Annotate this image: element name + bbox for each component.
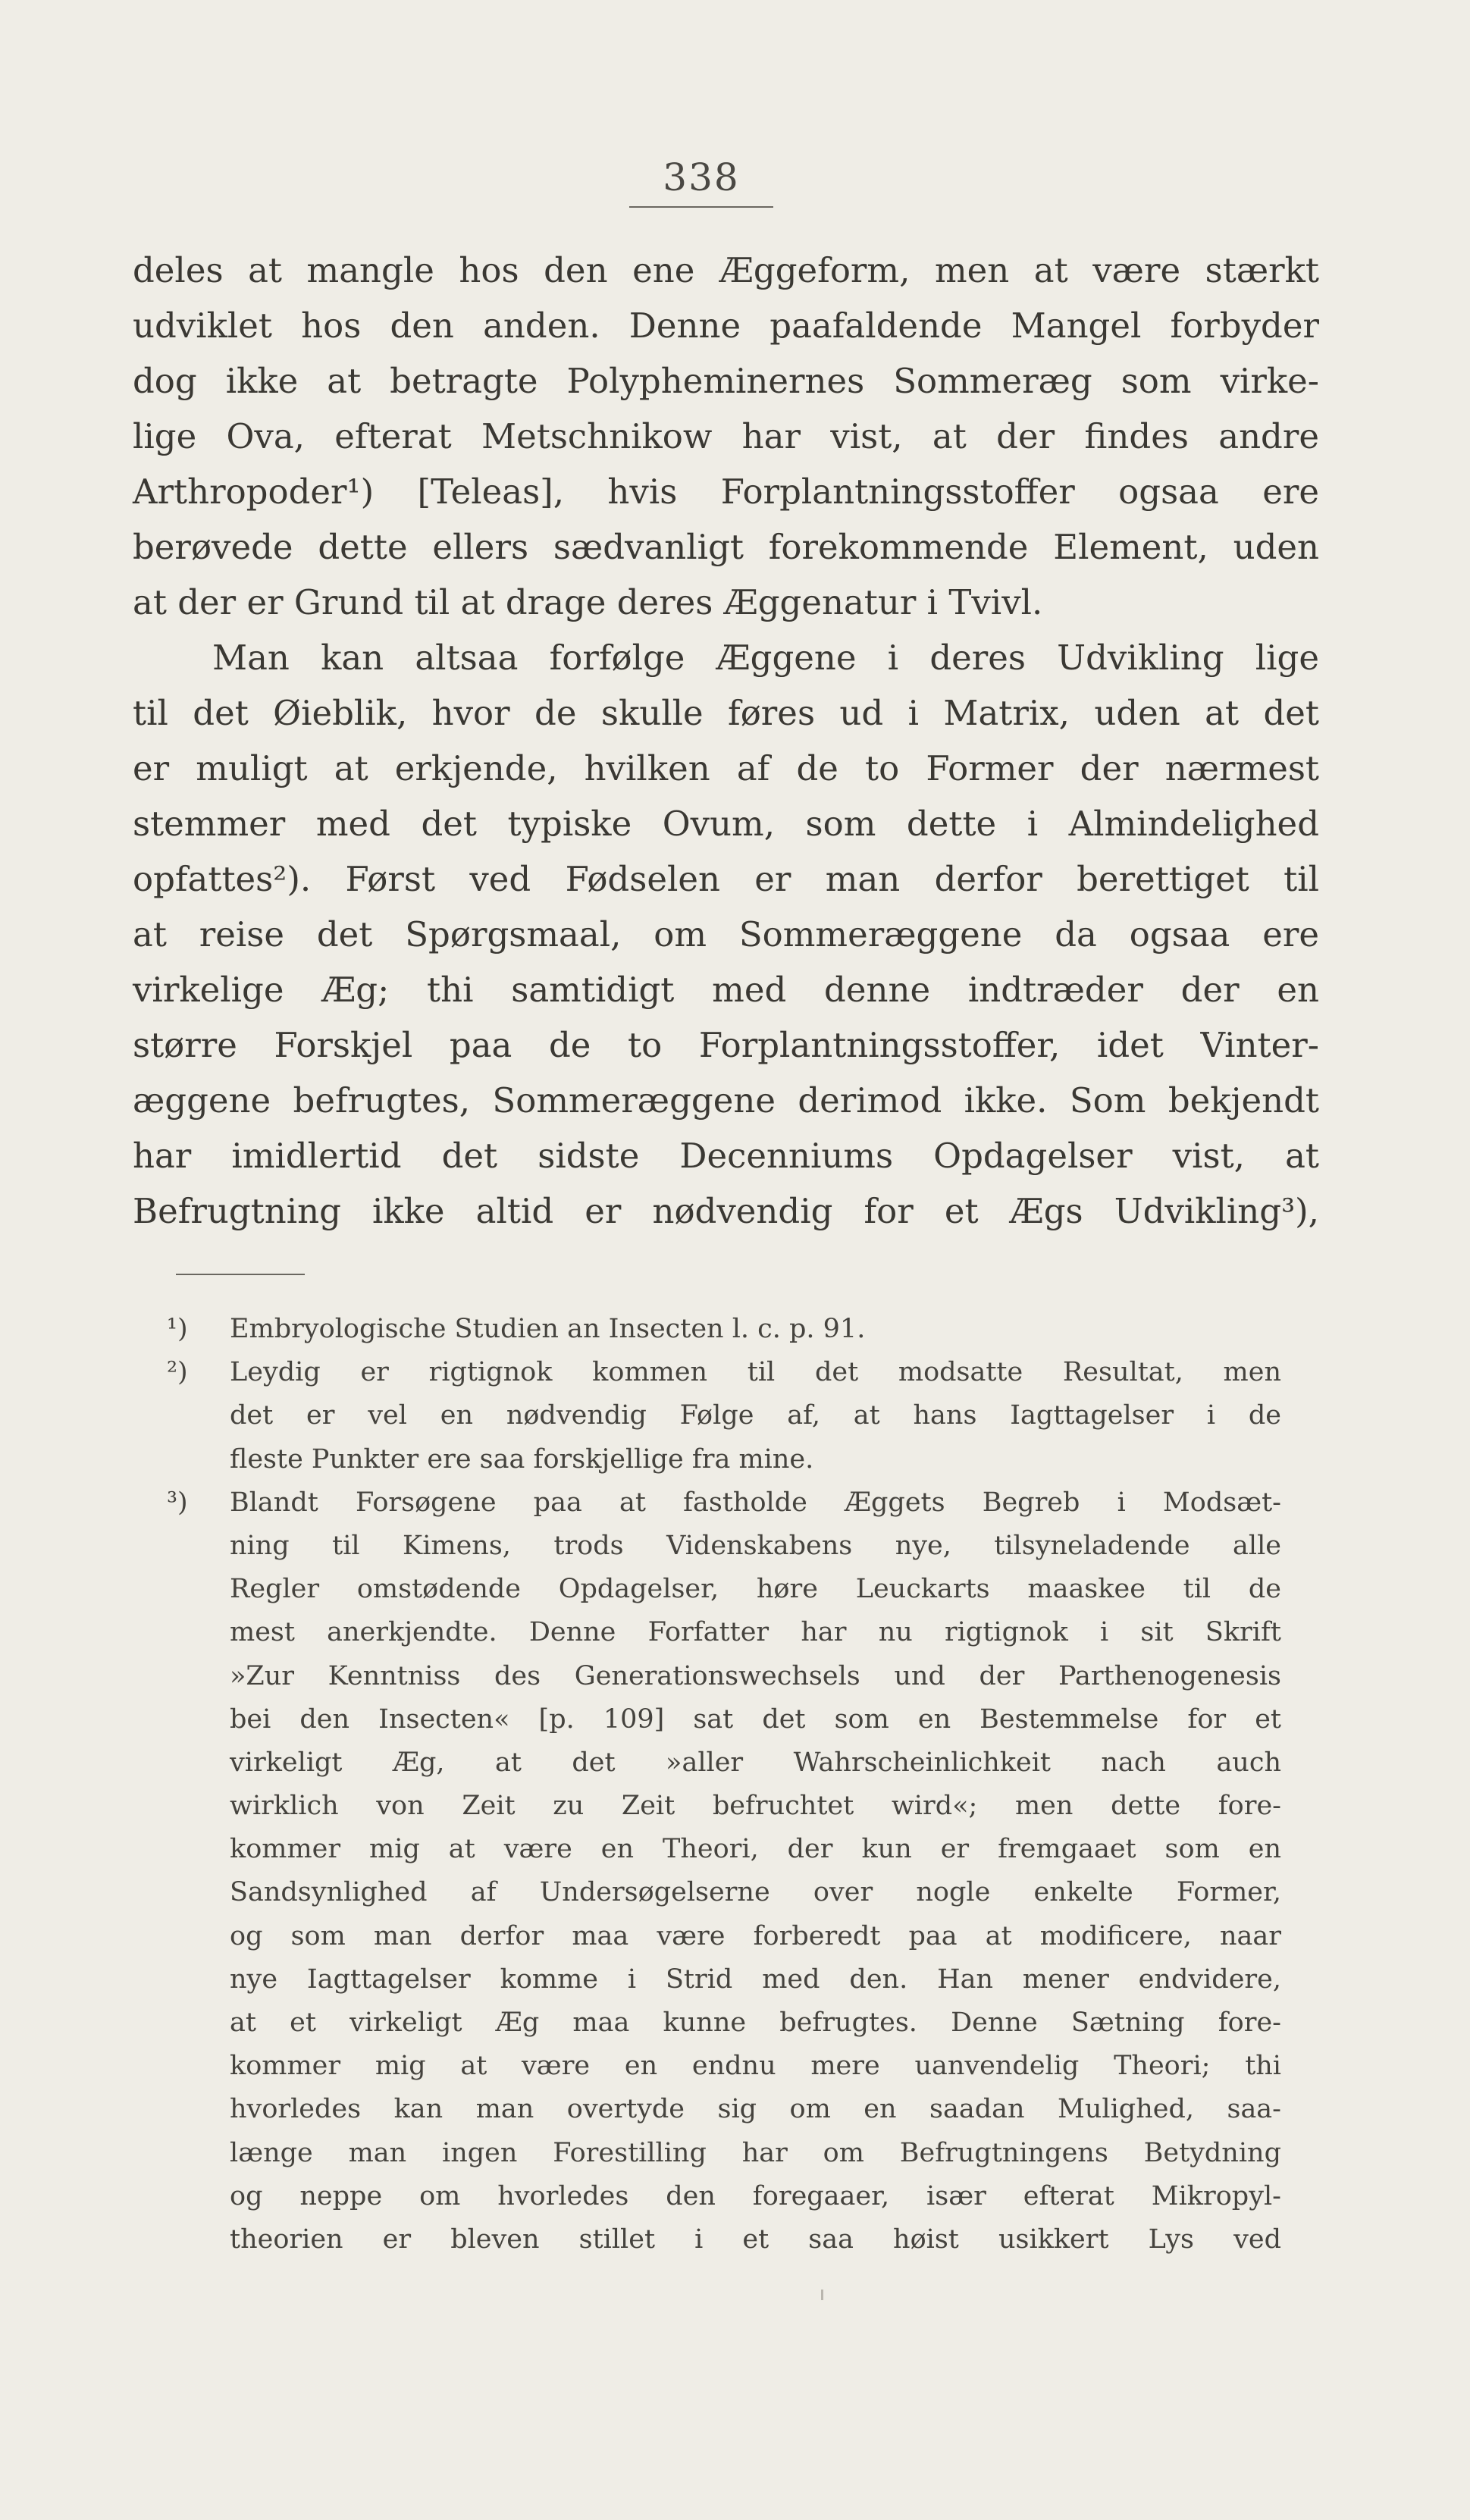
body-line: Man kan altsaa forfølge Æggene i deres Udvikling lige <box>212 638 1319 678</box>
footnote-line <box>167 2088 1281 2131</box>
footnote-separator <box>176 1274 305 1275</box>
body-line: er muligt at erkjende, hvilken af de to Former der nærmest <box>133 748 1319 788</box>
body-text <box>133 243 1319 1239</box>
footnote-text: kommer mig at være en endnu mere uanvendelig Theori; thi <box>230 2051 1281 2082</box>
footnote-line <box>167 2218 1281 2261</box>
footnote-line <box>167 1481 1281 1525</box>
footnote-text: theorien er bleven stillet i et saa høist usikkert Lys ved <box>230 2224 1281 2255</box>
footnote-text: nye Iagttagelser komme i Strid med den. Han mener endvidere, <box>230 1964 1281 1995</box>
body-line: dog ikke at betragte Polypheminernes Sommeræg som virke- <box>133 361 1319 401</box>
footnote-line <box>167 1394 1281 1437</box>
body-line: til det Øieblik, hvor de skulle føres ud i Matrix, uden at det <box>133 693 1319 733</box>
footnote-line <box>167 1698 1281 1741</box>
body-line: berøvede dette ellers sædvanligt forekommende Element, uden <box>133 527 1319 567</box>
body-line: at der er Grund til at drage deres Æggenatur i Tvivl. <box>133 582 1043 622</box>
footnote-line <box>167 1958 1281 2001</box>
body-line: Arthropoder¹) [Teleas], hvis Forplantningsstoffer ogsaa ere <box>133 472 1319 512</box>
footnote-line <box>167 2045 1281 2088</box>
footnote-text: ning til Kimens, trods Videnskabens nye, tilsyneladende alle <box>230 1530 1281 1561</box>
footnote-text: fleste Punkter ere saa forskjellige fra mine. <box>230 1443 814 1475</box>
footnote-line <box>167 1741 1281 1785</box>
footnote-line <box>167 1828 1281 1871</box>
footnote-line <box>167 1308 1281 1351</box>
footnote-text: længe man ingen Forestilling har om Befrugtningens Betydning <box>230 2137 1281 2168</box>
footnote-line <box>167 1351 1281 1394</box>
footnote-line <box>167 1525 1281 1568</box>
footnote-text: Sandsynlighed af Undersøgelserne over nogle enkelte Former, <box>230 1877 1281 1908</box>
body-line: Befrugtning ikke altid er nødvendig for et Ægs Udvikling³), <box>133 1191 1319 1231</box>
footnote-text: kommer mig at være en Theori, der kun er fremgaaet som en <box>230 1834 1281 1865</box>
footnote-text: hvorledes kan man overtyde sig om en saadan Mulighed, saa- <box>230 2094 1281 2125</box>
footnote-text: at et virkeligt Æg maa kunne befrugtes. Denne Sætning fore- <box>230 2008 1281 2038</box>
footnote-line <box>167 1785 1281 1828</box>
footnote-text: mest anerkjendte. Denne Forfatter har nu rigtignok i sit Skrift <box>230 1617 1281 1648</box>
footnote-line <box>167 2175 1281 2218</box>
body-line: opfattes²). Først ved Fødselen er man derfor berettiget til <box>133 859 1319 899</box>
page-number-rule <box>629 206 773 208</box>
page-number: 338 <box>663 155 740 199</box>
footnote-text: bei den Insecten« [p. 109] sat det som en Bestemmelse for et <box>230 1704 1281 1735</box>
footnote-text: Regler omstødende Opdagelser, høre Leuckarts maaskee til de <box>230 1574 1281 1605</box>
footnote-marker: ²) <box>167 1357 188 1388</box>
footnote-line <box>167 1438 1281 1481</box>
footnote-text: og som man derfor maa være forberedt paa at modificere, naar <box>230 1920 1281 1951</box>
footnote-text: virkeligt Æg, at det »aller Wahrscheinlichkeit nach auch <box>230 1747 1281 1778</box>
footnote-text: Embryologische Studien an Insecten l. c. p. 91. <box>230 1314 866 1344</box>
footnote-line <box>167 1611 1281 1654</box>
body-line: æggene befrugtes, Sommeræggene derimod ikke. Som bekjendt <box>133 1080 1319 1121</box>
footnote-text: »Zur Kenntniss des Generationswechsels und der Parthenogenesis <box>230 1660 1281 1691</box>
footnote-text: og neppe om hvorledes den foregaaer, især efterat Mikropyl- <box>230 2180 1281 2211</box>
body-line: virkelige Æg; thi samtidigt med denne indtræder der en <box>133 970 1319 1010</box>
footnote-line <box>167 1915 1281 1958</box>
footnote-line <box>167 2001 1281 2045</box>
footnote-line <box>167 1568 1281 1611</box>
footnote-marker: ¹) <box>167 1314 188 1344</box>
body-line: deles at mangle hos den ene Æggeform, men at være stærkt <box>133 250 1319 290</box>
body-line: stemmer med det typiske Ovum, som dette i Almindelighed <box>133 804 1319 844</box>
print-speck <box>821 2290 823 2300</box>
footnote-text: wirklich von Zeit zu Zeit befruchtet wird«; men dette fore- <box>230 1791 1281 1822</box>
footnote-text: Blandt Forsøgene paa at fastholde Æggets Begreb i Modsæt- <box>230 1487 1281 1518</box>
footnote-text: det er vel en nødvendig Følge af, at hans Iagttagelser i de <box>230 1400 1281 1431</box>
body-line: har imidlertid det sidste Decenniums Opdagelser vist, at <box>133 1136 1319 1176</box>
footnotes <box>167 1308 1281 2261</box>
body-line: lige Ova, efterat Metschnikow har vist, at der findes andre <box>133 416 1319 456</box>
footnote-marker: ³) <box>167 1487 188 1518</box>
body-line: at reise det Spørgsmaal, om Sommeræggene da ogsaa ere <box>133 914 1319 954</box>
footnote-line <box>167 2132 1281 2175</box>
body-line: større Forskjel paa de to Forplantningsstoffer, idet Vinter- <box>133 1025 1319 1065</box>
footnote-text: Leydig er rigtignok kommen til det modsatte Resultat, men <box>230 1357 1281 1388</box>
body-line: udviklet hos den anden. Denne paafaldende Mangel forbyder <box>133 306 1319 346</box>
footnote-line <box>167 1871 1281 1914</box>
footnote-line <box>167 1655 1281 1698</box>
